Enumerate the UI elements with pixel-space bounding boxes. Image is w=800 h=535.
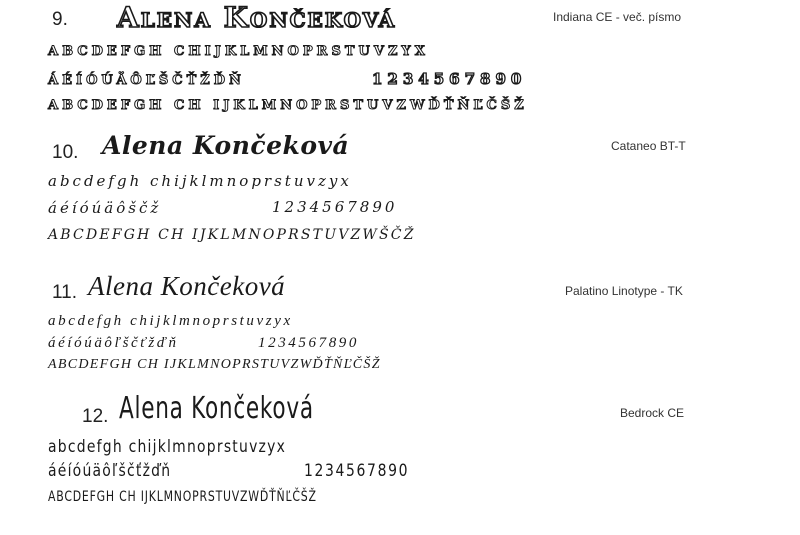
sample-9-number: 9. — [52, 9, 68, 30]
sample-11-uppercase: ABCDEFGH CH IJKLMNOPRSTUVZWĎŤŇĽČŠŽ — [48, 357, 381, 372]
sample-12-number: 12. — [82, 406, 109, 427]
sample-10-number: 10. — [52, 142, 79, 163]
sample-12-name: Alena Končeková — [119, 391, 314, 426]
sample-10-lowercase: abcdefgh chijklmnoprstuvzyx — [48, 172, 352, 190]
sample-11-accents: áéíóúäôľščťžďň — [48, 335, 179, 351]
sample-12-font-label: Bedrock CE — [620, 406, 685, 420]
sample-12-digits: 1234567890 — [304, 461, 410, 481]
sample-11-name: Alena Končeková — [88, 271, 286, 301]
sample-10-digits: 1234567890 — [272, 198, 398, 216]
sample-9-font-label: Indiana CE - več. písmo — [553, 10, 682, 24]
sample-11-number: 11. — [52, 282, 78, 303]
sample-12-uppercase: ABCDEFGH CH IJKLMNOPRSTUVZWĎŤŇĽČŠŽ — [48, 489, 317, 505]
sample-10-uppercase: ABCDEFGH CH IJKLMNOPRSTUVZWŠČŽ — [48, 227, 416, 243]
sample-12-accents: áéíóúäôľščťžďň — [48, 461, 172, 481]
sample-10-name: Alena Končeková — [102, 131, 350, 160]
sample-11-font-label: Palatino Linotype - TK — [565, 284, 683, 298]
sample-9-name: Alena Končeková — [117, 1, 397, 34]
sample-9-uppercase: ABCDEFGH CH IJKLMNOPRSTUVZWĎŤŇĽČŠŽ — [48, 98, 528, 113]
sample-10-accents: áéíóúäôščž — [48, 199, 162, 217]
sample-9-digits: 1234567890 — [372, 70, 527, 88]
sample-9-accents: ÁÉÍÓÚÄÔĽŠČŤŽĎŇ — [48, 73, 245, 88]
sample-9-lowercase: ABCDEFGH CHIJKLMNOPRSTUVZYX — [48, 44, 429, 59]
sample-10-font-label: Cataneo BT-T — [611, 139, 686, 153]
sample-12-lowercase: abcdefgh chijklmnoprstuvzyx — [48, 437, 287, 457]
sample-11-digits: 1234567890 — [258, 335, 359, 351]
sample-11-lowercase: abcdefgh chijklmnoprstuvzyx — [48, 313, 293, 329]
